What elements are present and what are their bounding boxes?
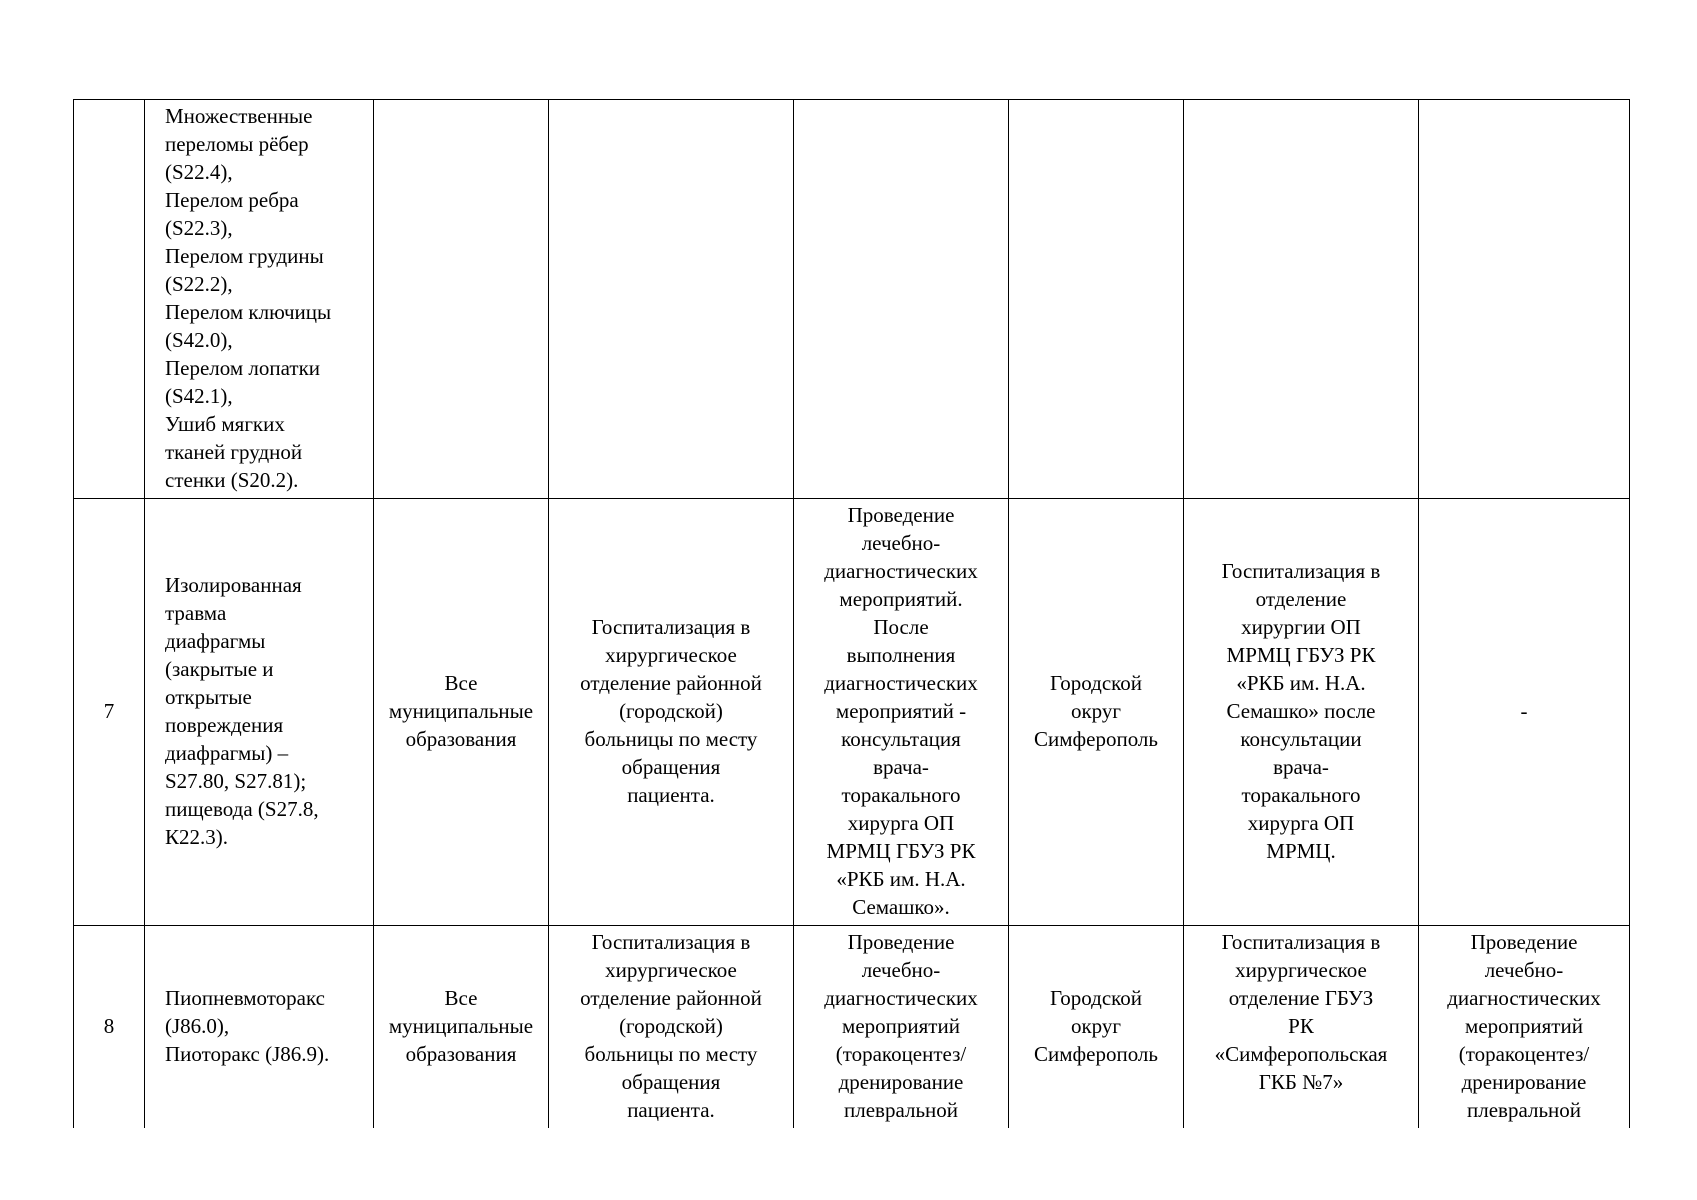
first-stage-cell — [549, 100, 794, 499]
diagnosis-cell: Изолированная травма диафрагмы (закрытые и открытые повреждения диафрагмы) – S27.80, S27.81); пищевода (S27.8, К22.3). — [145, 499, 374, 926]
district-cell — [1009, 100, 1184, 499]
last-cell — [1419, 100, 1630, 499]
row-number-cell: 7 — [74, 499, 145, 926]
first-stage-cell: Госпитализация в хирургическое отделение районной (городской) больницы по месту обращения пациента. — [549, 926, 794, 1129]
municipality-cell — [374, 100, 549, 499]
district-cell: Городской округ Симферополь — [1009, 926, 1184, 1129]
last-cell: Проведение лечебно- диагностических мероприятий (торакоцентез/ дренирование плевральной — [1419, 926, 1630, 1129]
table-row — [74, 926, 1630, 1129]
table-row — [74, 100, 1630, 499]
last-cell: - — [1419, 499, 1630, 926]
municipality-cell: Все муниципальные образования — [374, 499, 549, 926]
district-cell: Городской округ Симферополь — [1009, 499, 1184, 926]
hospitalization-cell: Госпитализация в хирургическое отделение ГБУЗ РК «Симферопольская ГКБ №7» — [1184, 926, 1419, 1129]
row-number-cell — [74, 100, 145, 499]
table-row — [74, 499, 1630, 926]
diagnosis-cell: Множественные переломы рёбер (S22.4), Перелом ребра (S22.3), Перелом грудины (S22.2), Перелом ключицы (S42.0), Перелом лопатки (S42.1), Ушиб мягких тканей грудной стенки (S20.2). — [145, 100, 374, 499]
hospitalization-cell — [1184, 100, 1419, 499]
second-stage-cell: Проведение лечебно- диагностических мероприятий. После выполнения диагностических мероприятий - консультация врача- торакального хирурга ОП МРМЦ ГБУЗ РК «РКБ им. Н.А. Семашко». — [794, 499, 1009, 926]
routing-table — [73, 99, 1630, 1128]
diagnosis-cell: Пиопневмоторакс (J86.0), Пиоторакс (J86.9). — [145, 926, 374, 1129]
hospitalization-cell: Госпитализация в отделение хирургии ОП МРМЦ ГБУЗ РК «РКБ им. Н.А. Семашко» после консультации врача- торакального хирурга ОП МРМЦ. — [1184, 499, 1419, 926]
first-stage-cell: Госпитализация в хирургическое отделение районной (городской) больницы по месту обращения пациента. — [549, 499, 794, 926]
second-stage-cell — [794, 100, 1009, 499]
row-number-cell: 8 — [74, 926, 145, 1129]
second-stage-cell: Проведение лечебно- диагностических мероприятий (торакоцентез/ дренирование плевральной — [794, 926, 1009, 1129]
municipality-cell: Все муниципальные образования — [374, 926, 549, 1129]
